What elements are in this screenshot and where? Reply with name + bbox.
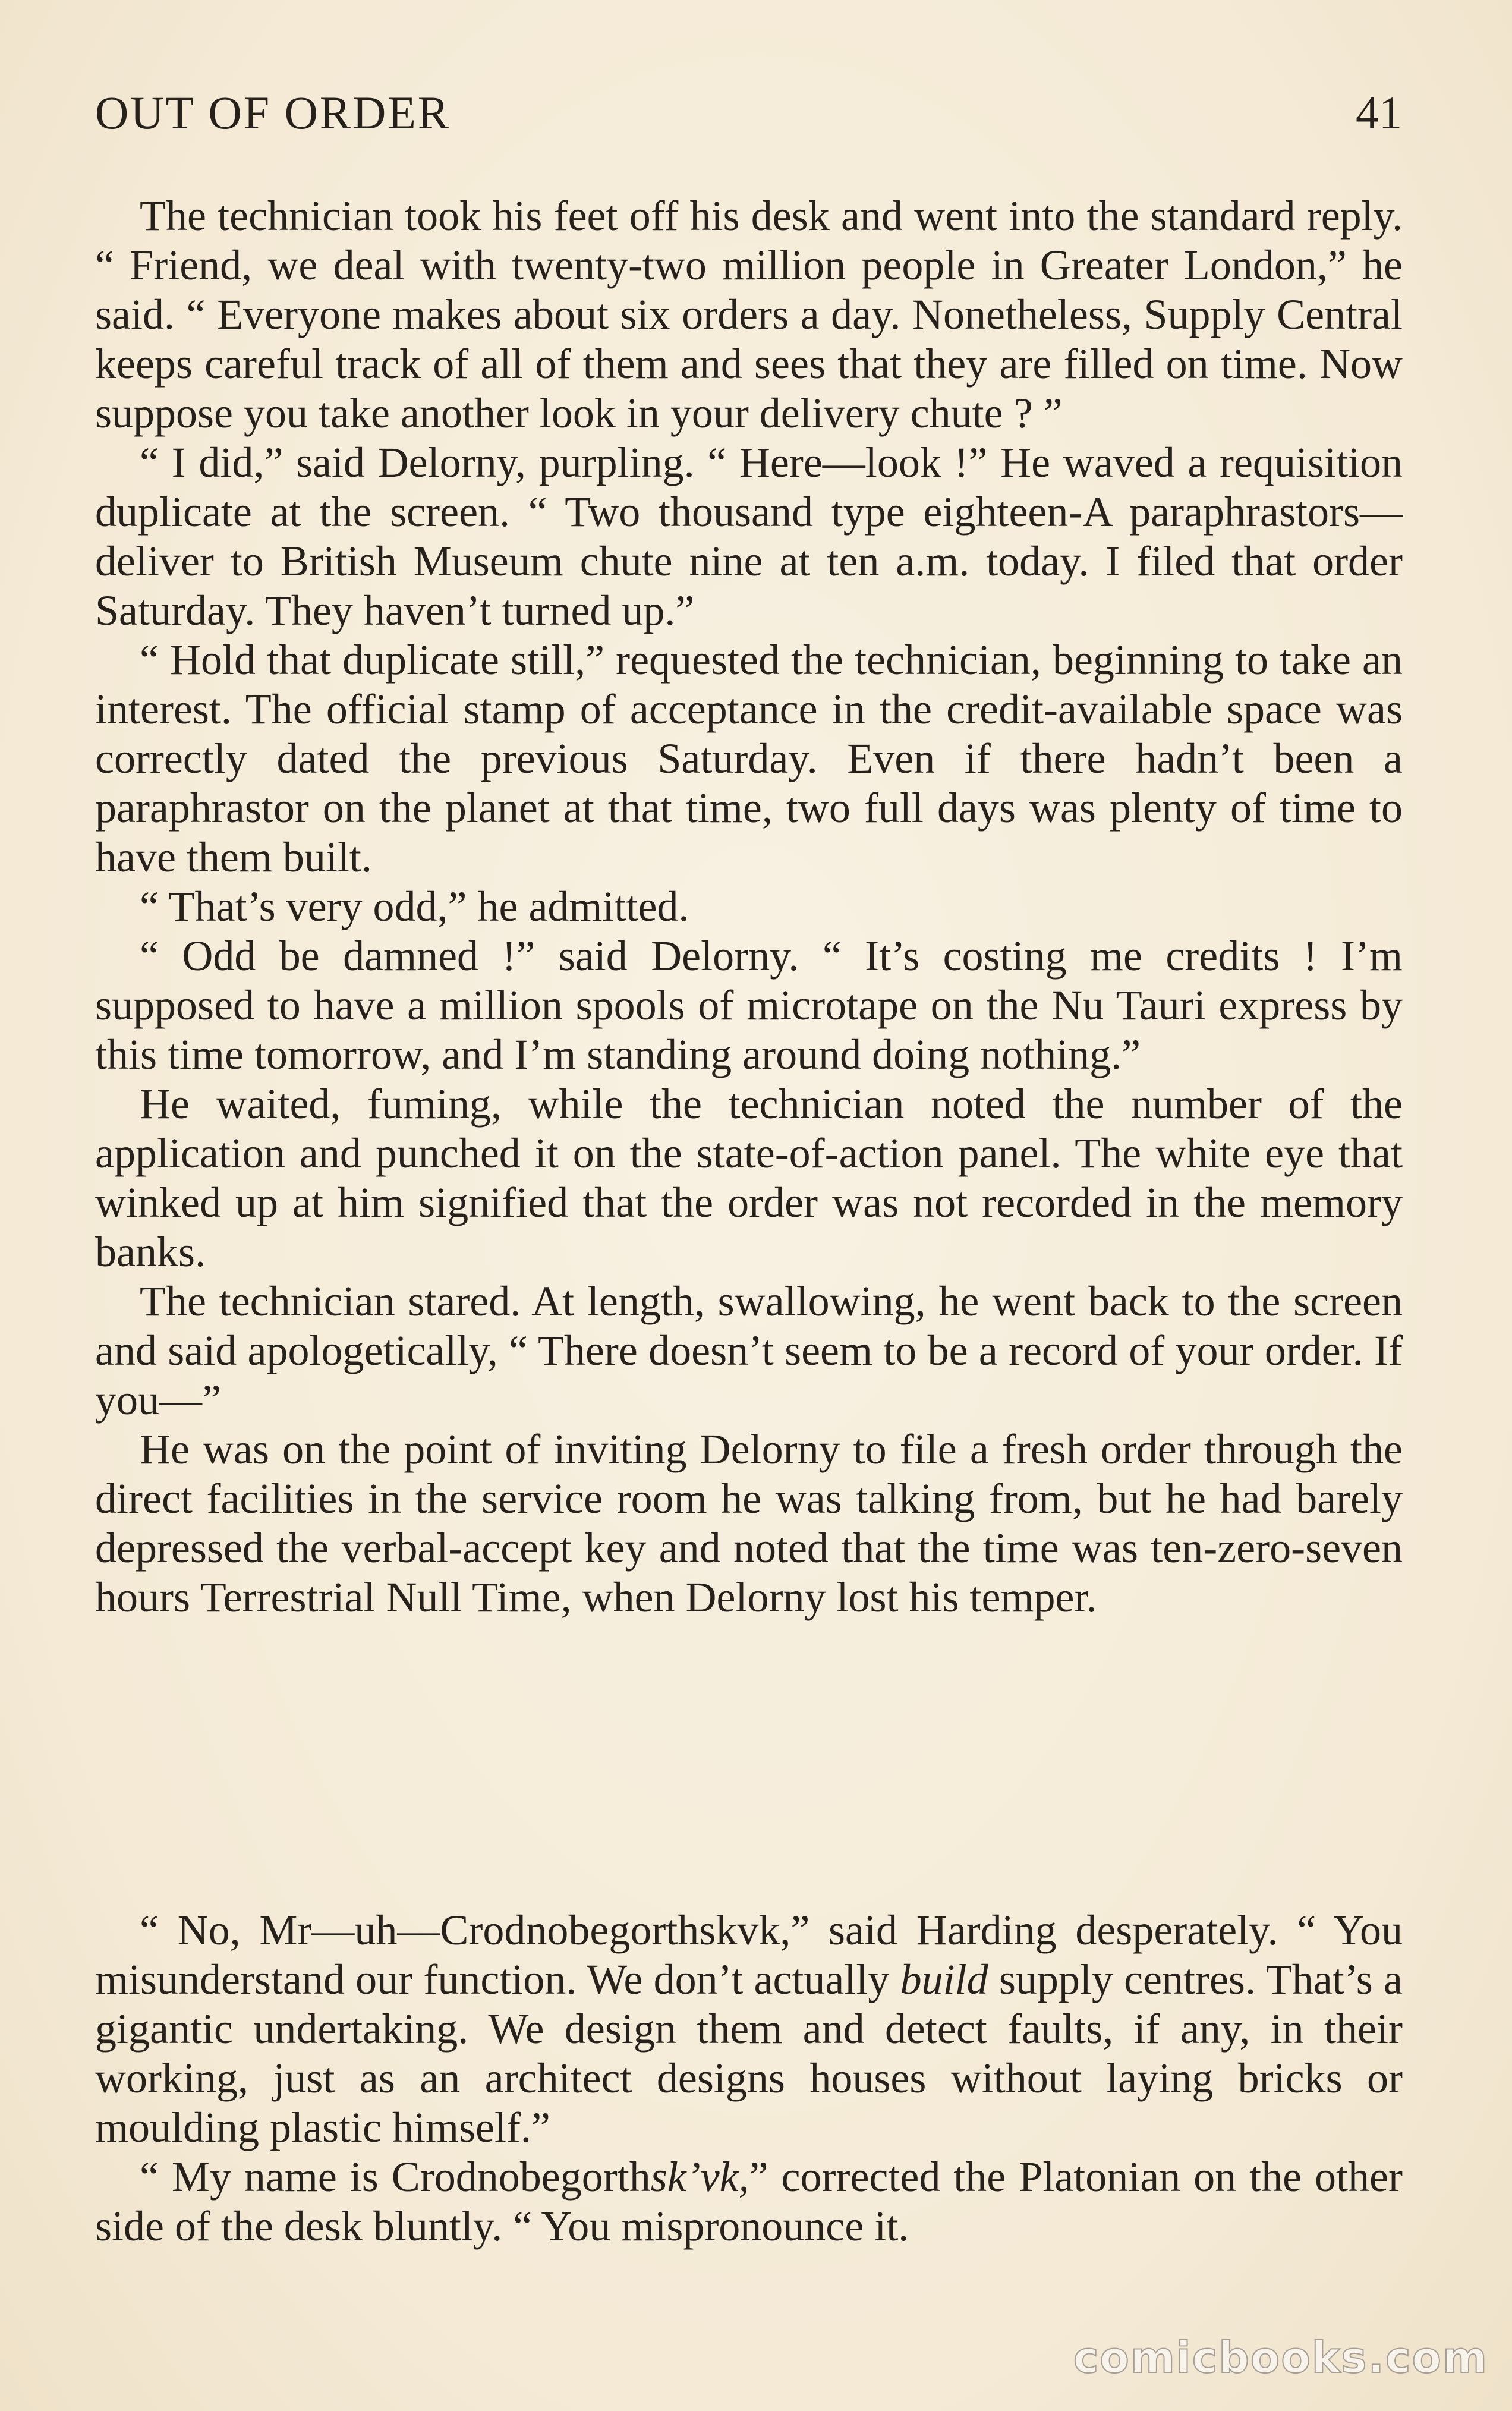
text-run: “ My name is Crodnobegorth: [140, 2153, 651, 2201]
text-section-one: [95, 191, 1403, 1622]
text-section-two: [95, 1906, 1403, 2251]
paragraph: “ Odd be damned !” said Delorny. “ It’s costing me credits ! I’m supposed to have a million spools of microtape on the Nu Tauri express by this time tomorrow, and I’m standing around doing nothing.”: [95, 932, 1403, 1078]
paragraph: The technician took his feet off his desk and went into the standard reply. “ Friend, we deal with twenty-two million people in Greater London,” he said. “ Everyone makes about six orders a day. Nonetheless, Supply Central keeps careful track of all of them and sees that they are filled on time. Now suppose you take another look in your delivery chute ? ”: [95, 192, 1403, 437]
text-run: “ No, Mr—uh—Crodnobegorthskvk,” said Harding desperately. “ You misunderstand our function. We don’t actually: [95, 1906, 1403, 2003]
paragraph: The technician stared. At length, swallowing, he went back to the screen and said apologetically, “ There doesn’t seem to be a record of your order. If you—”: [95, 1277, 1403, 1424]
page-header: [95, 80, 1402, 146]
paragraph: “ That’s very odd,” he admitted.: [140, 883, 689, 930]
running-head: OUT OF ORDER: [95, 87, 451, 139]
paragraph: He waited, fuming, while the technician noted the number of the application and punched it on the state-of-action panel. The white eye that winked up at him signified that the order was not recorded in the memory banks.: [95, 1080, 1403, 1276]
paragraph: “ I did,” said Delorny, purpling. “ Here—look !” He waved a requisition duplicate at the screen. “ Two thousand type eighteen-A paraphrastors—deliver to British Museum chute nine at ten a.m. today. I filed that order Saturday. They haven’t turned up.”: [95, 439, 1403, 634]
watermark: comicbooks.com: [1073, 2333, 1488, 2382]
paragraph: [95, 1906, 1403, 2152]
text-run: supply centres. That’s a gigantic undertaking. We design them and detect faults, if any, in their working, just as an architect designs houses without laying bricks or moulding plastic himself.”: [95, 1956, 1403, 2151]
page-number: 41: [1356, 87, 1402, 139]
paragraph: [95, 2152, 1403, 2251]
paragraph: He was on the point of inviting Delorny to file a fresh order through the direct facilities in the service room he was talking from, but he had barely depressed the verbal-accept key and noted that the time was ten-zero-seven hours Terrestrial Null Time, when Delorny lost his temper.: [95, 1425, 1403, 1621]
italic-word: build: [900, 1956, 988, 2003]
paragraph: “ Hold that duplicate still,” requested the technician, beginning to take an interest. The official stamp of acceptance in the credit-available space was correctly dated the previous Saturday. Even if there hadn’t been a paraphrastor on the planet at that time, two full days was plenty of time to have them built.: [95, 636, 1403, 881]
italic-word: sk’vk,: [650, 2153, 749, 2201]
text-run: ” corrected the Platonian on the other side of the desk bluntly. “ You mispronounce it.: [95, 2153, 1403, 2250]
